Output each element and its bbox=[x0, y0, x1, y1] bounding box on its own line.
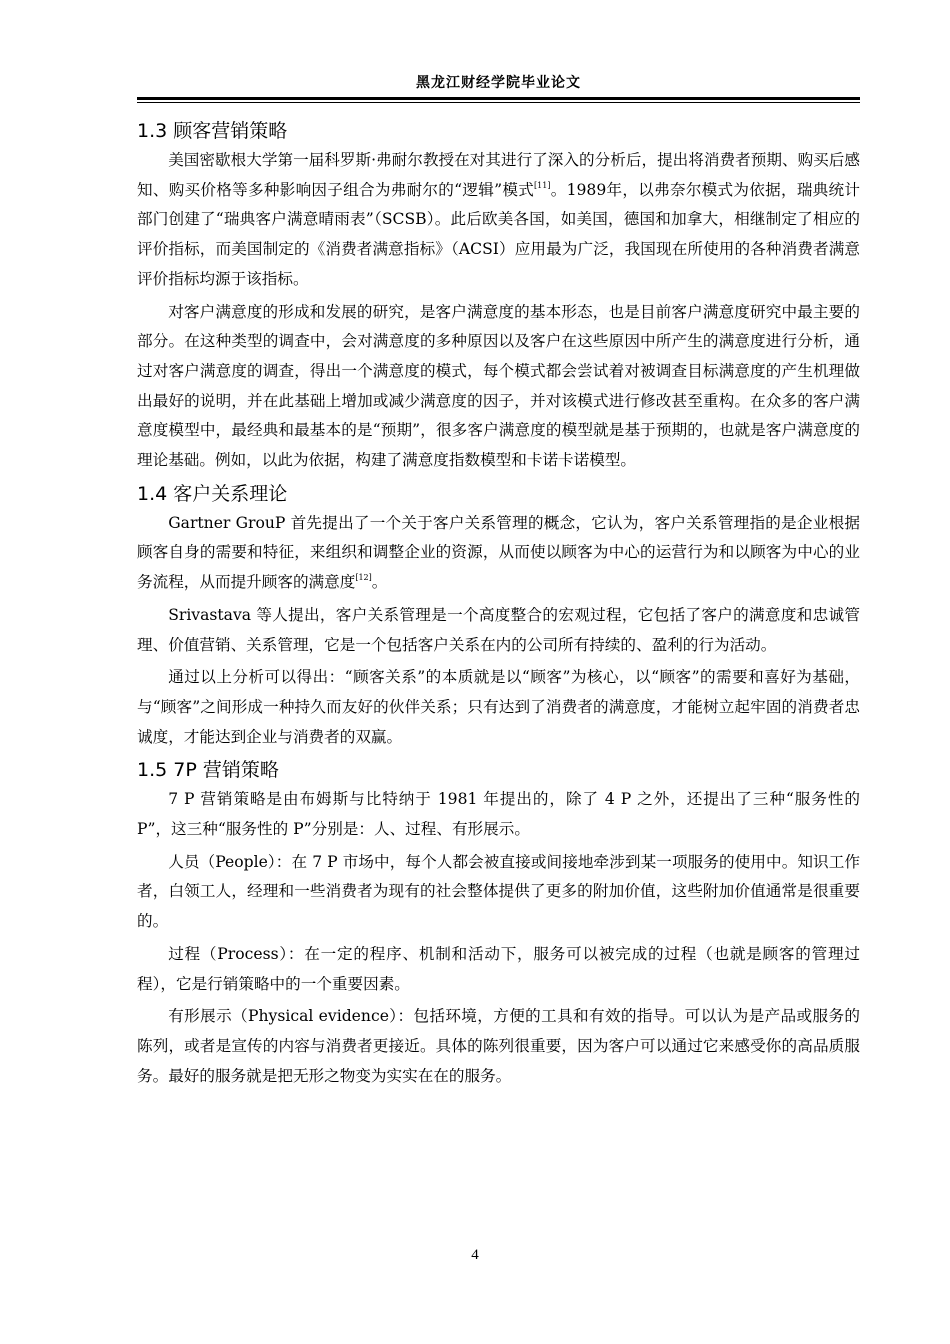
paragraph bbox=[137, 509, 860, 598]
paragraph-text: Gartner GrouP 首先提出了一个关于客户关系管理的概念，它认为，客户关系管理指的是企业根据顾客自身的需要和特征，来组织和调整企业的资源，从而使以顾客为中心的运营行为和以顾客为中心的业务流程，从而提升顾客的满意度 bbox=[137, 513, 860, 592]
citation-ref: [12] bbox=[355, 573, 372, 583]
section-heading-1-3: 1.3 顾客营销策略 bbox=[137, 120, 288, 142]
paragraph: 有形展示（Physical evidence）：包括环境，方便的工具和有效的指导。可以认为是产品或服务的陈列，或者是宣传的内容与消费者更接近。具体的陈列很重要，因为客户可以通过它来感受你的高品质服务。最好的服务就是把无形之物变为实实在在的服务。 bbox=[137, 1007, 860, 1085]
section-heading-1-4: 1.4 客户关系理论 bbox=[137, 482, 288, 505]
paragraph: 过程（Process）：在一定的程序、机制和活动下，服务可以被完成的过程（也就是顾客的管理过程），它是行销策略中的一个重要因素。 bbox=[137, 944, 860, 993]
paragraph-text: 美国密歇根大学第一届科罗斯·弗耐尔教授在对其进行了深入的分析后，提出将消费者预期、购买后感知、购买价格等多种影响因子组合为弗耐尔的“逻辑”模式 bbox=[137, 151, 860, 199]
paragraph: 通过以上分析可以得出：“顾客关系”的本质就是以“顾客”为核心，以“顾客”的需要和喜好为基础，与“顾客”之间形成一种持久而友好的伙伴关系；只有达到了消费者的满意度，才能树立起牢固的消费者忠诚度，才能达到企业与消费者的双赢。 bbox=[137, 668, 860, 746]
paragraph bbox=[137, 146, 860, 295]
section-heading-1-5: 1.5 7P 营销策略 bbox=[137, 759, 279, 782]
page-number: 4 bbox=[471, 1247, 479, 1263]
paragraph-text: 。 bbox=[371, 573, 388, 592]
paragraph: Srivastava 等人提出，客户关系管理是一个高度整合的宏观过程，它包括了客户的满意度和忠诚管理、价值营销、关系管理，它是一个包括客户关系在内的公司所有持续的、盈利的行为活动。 bbox=[137, 605, 860, 654]
header-rule-thick bbox=[137, 97, 860, 100]
paragraph: 对客户满意度的形成和发展的研究，是客户满意度的基本形态，也是目前客户满意度研究中最主要的部分。在这种类型的调查中，会对满意度的多种原因以及客户在这些原因中所产生的满意度进行分析，通过对客户满意度的调查，得出一个满意度的模式，每个模式都会尝试着对被调查目标满意度的产生机理做出最好的说明，并在此基础上增加或减少满意度的因子，并对该模式进行修改甚至重构。在众多的客户满意度模型中，最经典和最基本的是“预期”，很多客户满意度的模型就是基于预期的，也就是客户满意度的理论基础。例如，以此为依据，构建了满意度指数模型和卡诺卡诺模型。 bbox=[137, 302, 860, 470]
body-content bbox=[137, 116, 860, 1094]
running-header: 黑龙江财经学院毕业论文 bbox=[416, 75, 581, 91]
paragraph-text: 。1989年，以弗奈尔模式为依据，瑞典统计部门创建了“瑞典客户满意晴雨表”（SCSB）。此后欧美各国，如美国，德国和加拿大，相继制定了相应的评价指标，而美国制定的《消费者满意指标》（ACSI）应用最为广泛，我国现在所使用的各种消费者满意评价指标均源于该指标。 bbox=[137, 180, 860, 288]
citation-ref: [11] bbox=[534, 180, 551, 190]
paragraph: 人员（People）：在 7 P 市场中，每个人都会被直接或间接地牵涉到某一项服务的使用中。知识工作者，白领工人，经理和一些消费者为现有的社会整体提供了更多的附加价值，这些附加价值通常是很重要的。 bbox=[137, 852, 860, 931]
paragraph: 7 P 营销策略是由布姆斯与比特纳于 1981 年提出的，除了 4 P 之外，还提出了三种“服务性的 P”，这三种“服务性的 P”分别是：人、过程、有形展示。 bbox=[137, 790, 860, 839]
header-rule-thin bbox=[137, 102, 860, 103]
